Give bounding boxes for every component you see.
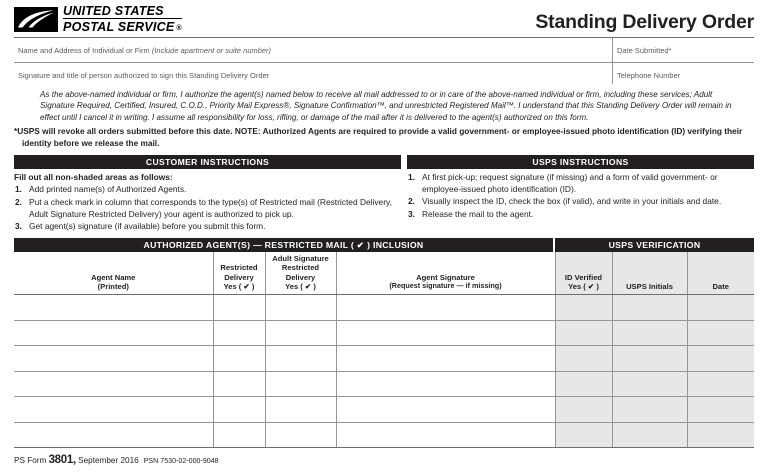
col-header-line-4: Yes ( ✔ ) [285, 281, 316, 291]
cell-date[interactable] [687, 295, 754, 321]
col-header-line-3: Delivery [285, 272, 316, 282]
col-header-agent-name [14, 252, 213, 295]
registered-mark: ® [176, 24, 182, 32]
step-text: Put a check mark in column that corresponds to the type(s) of Restricted mail (Restricted Delivery, Adult Signature Restricted Delivery) your agent is authorized to pick up. [29, 196, 392, 219]
date-submitted-field[interactable] [612, 38, 754, 62]
table-row [14, 422, 754, 448]
cell-usps-initials[interactable] [612, 320, 687, 346]
cell-usps-initials[interactable] [612, 346, 687, 372]
cell-agent-name[interactable] [14, 397, 213, 423]
cell-id-verified[interactable] [555, 397, 612, 423]
customer-instructions-heading: CUSTOMER INSTRUCTIONS [14, 155, 401, 169]
cell-date[interactable] [687, 397, 754, 423]
cell-date[interactable] [687, 371, 754, 397]
col-header-line-1: Restricted [220, 263, 258, 273]
table-row [14, 397, 754, 423]
footer-form-number: 3801, [48, 454, 76, 467]
step-text: Get agent(s) signature (if available) before you submit this form. [29, 221, 266, 232]
telephone-label: Telephone Number [617, 71, 681, 80]
field-row-2 [14, 63, 754, 84]
cell-agent-signature[interactable] [336, 320, 555, 346]
cell-usps-initials[interactable] [612, 371, 687, 397]
table-row [14, 295, 754, 321]
cell-adult-signature-restricted-delivery[interactable] [265, 295, 336, 321]
cell-restricted-delivery[interactable] [213, 422, 265, 448]
step-number: 2. [15, 196, 22, 207]
cell-restricted-delivery[interactable] [213, 320, 265, 346]
col-header-line-2: (Printed) [97, 281, 129, 291]
cell-usps-initials[interactable] [612, 397, 687, 423]
col-header-adult-signature-restricted-delivery [265, 252, 336, 295]
cell-id-verified[interactable] [555, 320, 612, 346]
cell-restricted-delivery[interactable] [213, 397, 265, 423]
usps-instructions-list [407, 172, 754, 221]
usps-eagle-icon [14, 7, 58, 32]
cell-restricted-delivery[interactable] [213, 295, 265, 321]
cell-adult-signature-restricted-delivery[interactable] [265, 422, 336, 448]
cell-adult-signature-restricted-delivery[interactable] [265, 397, 336, 423]
agent-table [14, 238, 754, 448]
top-field-grid [14, 37, 754, 84]
band-authorized-agents: AUTHORIZED AGENT(S) — RESTRICTED MAIL ( ✔ ) INCLUSION [14, 238, 555, 252]
cell-agent-signature[interactable] [336, 422, 555, 448]
step-number: 1. [408, 171, 415, 182]
field-row-1 [14, 38, 754, 63]
cell-agent-name[interactable] [14, 295, 213, 321]
signature-title-field[interactable] [14, 63, 612, 84]
form-footer [14, 448, 754, 466]
date-submitted-label: Date Submitted* [617, 46, 672, 55]
cell-date[interactable] [687, 320, 754, 346]
customer-instructions-body [14, 169, 401, 233]
cell-id-verified[interactable] [555, 371, 612, 397]
masthead [14, 0, 754, 37]
cell-adult-signature-restricted-delivery[interactable] [265, 371, 336, 397]
usps-logo [14, 5, 182, 34]
col-header-line-1: Adult Signature [272, 254, 329, 264]
instructions-section [14, 155, 754, 233]
customer-instructions-lead: Fill out all non-shaded areas as follows: [14, 171, 173, 182]
col-header-line-1: Date [712, 281, 729, 291]
list-item [407, 196, 754, 208]
table-row [14, 371, 754, 397]
cell-restricted-delivery[interactable] [213, 346, 265, 372]
cell-agent-name[interactable] [14, 422, 213, 448]
col-header-id-verified [555, 252, 612, 295]
table-row [14, 346, 754, 372]
agent-table-band [14, 238, 754, 252]
col-header-line-3: Yes ( ✔ ) [223, 281, 255, 291]
step-text: Release the mail to the agent. [422, 208, 534, 219]
col-header-line-1: Agent Name [91, 272, 136, 282]
telephone-field[interactable] [612, 63, 754, 84]
step-text: Add printed name(s) of Authorized Agents. [29, 184, 187, 195]
authorization-paragraph: As the above-named individual or firm, I authorize the agent(s) named below to receive all mail addressed to or in care of the above-named individual or firm, including these services; Adult Signature Required, Certified, Insured, C.O.D., Priority Mail Express®, Signature Confirmation™, and unrestricted Registered Mail™. I understand that this Standing Delivery Order will remain in effect until I cancel it in writing. I assume all responsibility for loss, rifling, or damage of the mail after it is delivered to the agent(s) authorized on this form. [40, 90, 732, 122]
footer-date: September 2016 [75, 456, 139, 466]
step-number: 1. [15, 184, 22, 195]
band-usps-verification: USPS VERIFICATION [608, 239, 701, 250]
name-address-label: Name and Address of Individual or Firm (Include apartment or suite number) [18, 46, 272, 55]
usps-instructions-heading: USPS INSTRUCTIONS [407, 155, 754, 169]
cell-usps-initials[interactable] [612, 422, 687, 448]
agent-table-grid [14, 252, 754, 448]
usps-instructions-panel [407, 155, 754, 233]
authorization-block [14, 84, 754, 149]
footer-psn: PSN 7530-02-000-9048 [143, 457, 219, 466]
list-item [14, 184, 401, 196]
customer-instructions-panel [14, 155, 407, 233]
table-row [14, 320, 754, 346]
signature-title-label: Signature and title of person authorized to sign this Standing Delivery Order [18, 71, 270, 80]
list-item [407, 172, 754, 196]
col-header-line-2: (Request signature — if missing) [389, 281, 502, 291]
cell-agent-signature[interactable] [336, 397, 555, 423]
usps-instructions-body [407, 169, 754, 221]
usps-logo-line-1: UNITED STATES [63, 5, 182, 19]
col-header-line-2: Yes ( ✔ ) [568, 281, 599, 291]
authorization-note: *USPS will revoke all orders submitted before this date. NOTE: Authorized Agents are required to provide a valid government- or employee-issued photo identification (ID) verifying their identity before we release the mail. [14, 126, 743, 148]
col-header-usps-initials [612, 252, 687, 295]
cell-date[interactable] [687, 422, 754, 448]
cell-date[interactable] [687, 346, 754, 372]
page-title: Standing Delivery Order [535, 11, 754, 33]
agent-table-body [14, 295, 754, 448]
list-item [407, 209, 754, 221]
col-header-agent-signature [336, 252, 555, 295]
cell-agent-signature[interactable] [336, 346, 555, 372]
list-item [14, 221, 401, 233]
customer-instructions-list [14, 184, 401, 233]
step-text: At first pick-up; request signature (if missing) and a form of valid government- or employee-issued photo identification (ID). [422, 171, 718, 194]
name-address-field[interactable] [14, 38, 612, 62]
col-header-restricted-delivery [213, 252, 265, 295]
cell-agent-signature[interactable] [336, 295, 555, 321]
cell-adult-signature-restricted-delivery[interactable] [265, 346, 336, 372]
cell-agent-name[interactable] [14, 320, 213, 346]
cell-agent-name[interactable] [14, 371, 213, 397]
col-header-line-1: Agent Signature [416, 273, 475, 283]
col-header-line-1: USPS Initials [626, 281, 673, 291]
col-header-line-2: Restricted [281, 263, 320, 273]
cell-id-verified[interactable] [555, 295, 612, 321]
usps-logo-line-2: POSTAL SERVICE ® [63, 19, 182, 34]
step-number: 3. [15, 221, 22, 232]
col-header-date [687, 252, 754, 295]
col-header-line-1: ID Verified [564, 272, 603, 282]
col-header-line-2: Delivery [224, 272, 254, 282]
usps-logo-wordmark [63, 5, 182, 34]
step-text: Visually inspect the ID, check the box (if valid), and write in your initials and date. [422, 196, 722, 207]
cell-agent-name[interactable] [14, 346, 213, 372]
step-number: 2. [408, 196, 415, 207]
cell-agent-signature[interactable] [336, 371, 555, 397]
step-number: 3. [408, 208, 415, 219]
cell-id-verified[interactable] [555, 346, 612, 372]
footer-prefix: PS Form [14, 456, 49, 466]
cell-adult-signature-restricted-delivery[interactable] [265, 320, 336, 346]
table-header-row [14, 252, 754, 295]
list-item [14, 197, 401, 221]
cell-id-verified[interactable] [555, 422, 612, 448]
cell-restricted-delivery[interactable] [213, 371, 265, 397]
cell-usps-initials[interactable] [612, 295, 687, 321]
